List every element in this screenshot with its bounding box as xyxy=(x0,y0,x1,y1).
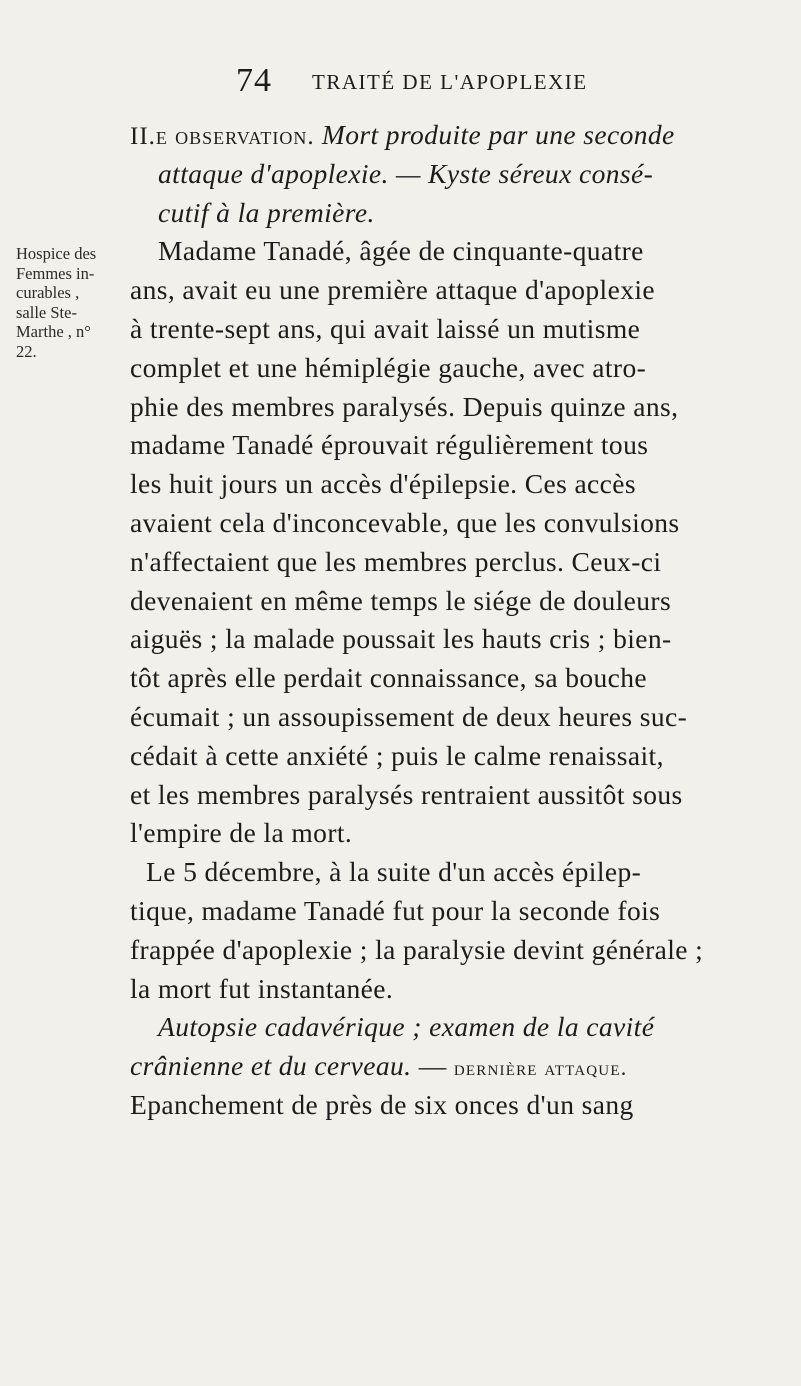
paragraph-line: Le 5 décembre, à la suite d'un accès épilep- xyxy=(146,856,642,888)
paragraph-line: aiguës ; la malade poussait les hauts cris ; bien- xyxy=(130,623,672,655)
paragraph-line: devenaient en même temps le siége de douleurs xyxy=(130,584,672,616)
paragraph-line: madame Tanadé éprouvait régulièrement tous xyxy=(130,429,649,461)
margin-note-line: Marthe , n° xyxy=(16,322,91,341)
running-title: TRAITÉ DE L'APOPLEXIE xyxy=(312,70,588,94)
paragraph-line: phie des membres paralysés. Depuis quinze ans, xyxy=(130,390,679,422)
paragraph-line: cédait à cette anxiété ; puis le calme renaissait, xyxy=(130,739,664,771)
observation-title: Mort produite par une seconde xyxy=(321,119,675,150)
paragraph-line: ans, avait eu une première attaque d'apoplexie xyxy=(130,274,656,306)
margin-note-line: Femmes in- xyxy=(16,263,95,283)
observation-heading xyxy=(130,116,770,155)
paragraph-line: n'affectaient que les membres perclus. Ceux-ci xyxy=(130,545,662,577)
paragraph-line: frappée d'apoplexie ; la paralysie devint générale ; xyxy=(130,933,704,965)
paragraph-line: les huit jours un accès d'épilepsie. Ces accès xyxy=(130,468,636,500)
paragraph-line: à trente-sept ans, qui avait laissé un mutisme xyxy=(130,312,641,344)
section-title-ital: crânienne et du cerveau. xyxy=(130,1050,412,1082)
margin-note-line: Hospice des xyxy=(16,244,97,263)
paragraph-line: Epanchement de près de six onces d'un sang xyxy=(130,1088,634,1120)
margin-note-line: salle Ste- xyxy=(16,302,77,322)
paragraph-line: et les membres paralysés rentraient aussitôt sous xyxy=(130,778,683,810)
body-text xyxy=(130,116,770,1125)
section-subtitle: dernière attaque. xyxy=(453,1055,628,1081)
paragraph-line: la mort fut instantanée. xyxy=(130,972,394,1004)
paragraph-line: Madame Tanadé, âgée de cinquante-quatre xyxy=(158,235,644,267)
observation-title-line: cutif à la première. xyxy=(158,196,375,228)
margin-note xyxy=(16,244,128,361)
page-number: 74 xyxy=(236,62,272,99)
section-title: Autopsie cadavérique ; examen de la cavité xyxy=(158,1011,655,1043)
paragraph-line: l'empire de la mort. xyxy=(130,817,353,849)
paragraph-line: complet et une hémiplégie gauche, avec atro- xyxy=(130,351,647,383)
observation-label: II.e observation. xyxy=(130,123,315,150)
section-title-dash: — xyxy=(411,1050,454,1082)
section-title-line xyxy=(130,1047,770,1086)
margin-note-line: curables , xyxy=(16,283,80,302)
observation-title-line: attaque d'apoplexie. — Kyste séreux consé- xyxy=(158,157,654,189)
running-head xyxy=(236,62,756,102)
paragraph-line: avaient cela d'inconcevable, que les convulsions xyxy=(130,506,680,538)
paragraph-line: écumait ; un assoupissement de deux heures suc- xyxy=(130,700,688,732)
paragraph-line: tôt après elle perdait connaissance, sa bouche xyxy=(130,662,648,694)
paragraph-line: tique, madame Tanadé fut pour la seconde fois xyxy=(130,894,661,926)
margin-note-line: 22. xyxy=(16,341,37,361)
